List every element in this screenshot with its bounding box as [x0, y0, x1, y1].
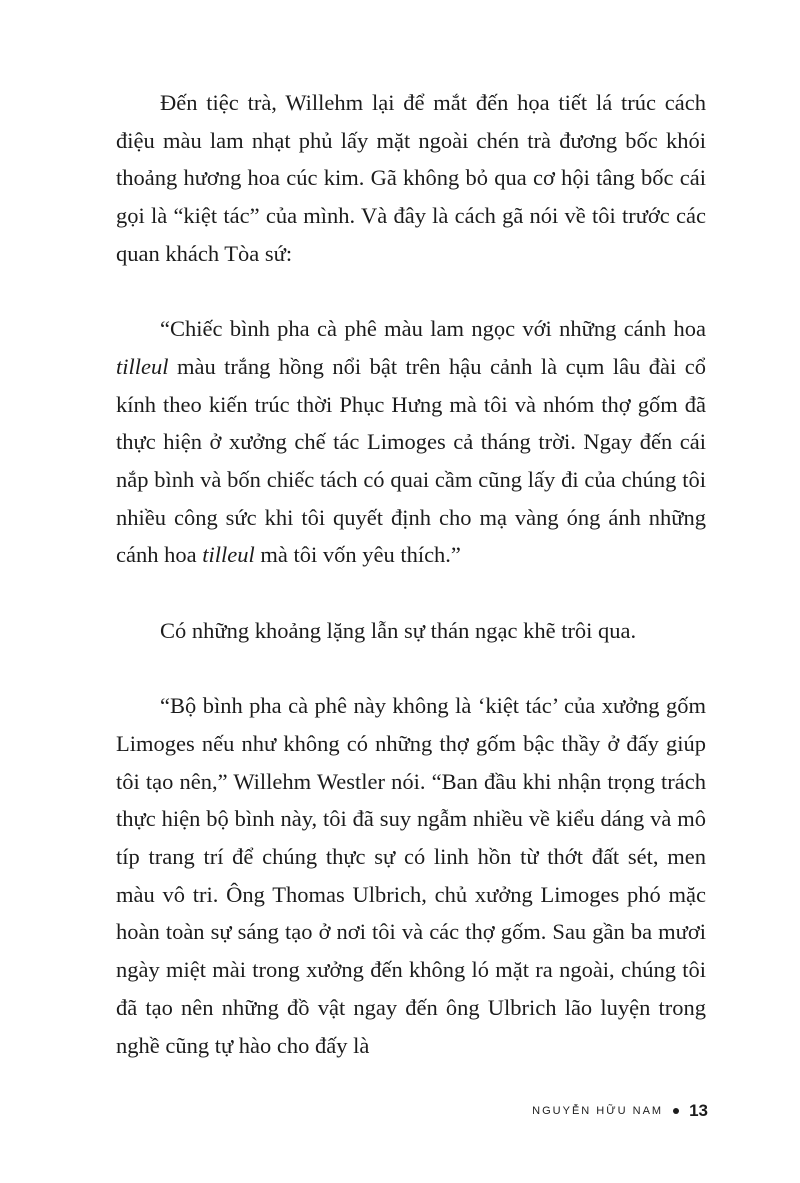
- running-footer-author: NGUYỄN HỮU NAM: [532, 1105, 664, 1117]
- paragraph-text: “Bộ bình pha cà phê này không là ‘kiệt tác’ của xưởng gốm Limoges nếu như không có những thợ gốm bậc thầy ở đấy giúp tôi tạo nên,” Willehm Westler nói. “Ban đầu khi nhận trọng trách thực hiện bộ bình này, tôi đã suy ngẫm nhiều về kiểu dáng và mô típ trang trí để chúng thực sự có linh hồn từ thớt đất sét, men màu vô tri. Ông Thomas Ulbrich, chủ xưởng Limoges phó mặc hoàn toàn sự sáng tạo ở nơi tôi và các thợ gốm. Sau gần ba mươi ngày miệt mài trong xưởng đến không ló mặt ra ngoài, chúng tôi đã tạo nên những đồ vật ngay đến ông Ulbrich lão luyện trong nghề cũng tự hào cho đấy là: [116, 693, 706, 1058]
- paragraph-text: Đến tiệc trà, Willehm lại để mắt đến họa tiết lá trúc cách điệu màu lam nhạt phủ lấy mặt ngoài chén trà đương bốc khói thoảng hương hoa cúc kim. Gã không bỏ qua cơ hội tâng bốc cái gọi là “kiệt tác” của mình. Và đây là cách gã nói về tôi trước các quan khách Tòa sứ:: [116, 90, 706, 266]
- paragraph-text: “Chiếc bình pha cà phê màu lam ngọc với những cánh hoa: [160, 316, 706, 342]
- italic-term: tilleul: [202, 542, 255, 568]
- paragraph-text: mà tôi vốn yêu thích.”: [254, 542, 461, 568]
- paragraph-1: [116, 84, 706, 273]
- body-text: [116, 84, 706, 1064]
- paragraph-2: [116, 310, 706, 574]
- italic-term: tilleul: [116, 353, 169, 379]
- paragraph-3: [116, 612, 706, 650]
- paragraph-text: màu trắng hồng nổi bật trên hậu cảnh là cụm lâu đài cổ kính theo kiến trúc thời Phục Hưng mà tôi và nhóm thợ gốm đã thực hiện ở xưởng chế tác Limoges cả tháng trời. Ngay đến cái nắp bình và bốn chiếc tách có quai cầm cũng lấy đi của chúng tôi nhiều công sức khi tôi quyết định cho mạ vàng óng ánh những cánh hoa: [116, 353, 706, 568]
- paragraph-4: [116, 687, 706, 1064]
- bullet-separator-icon: [673, 1108, 679, 1114]
- page-footer: [532, 1101, 708, 1121]
- page-number: 13: [689, 1101, 708, 1120]
- paragraph-text: Có những khoảng lặng lẫn sự thán ngạc khẽ trôi qua.: [160, 617, 637, 643]
